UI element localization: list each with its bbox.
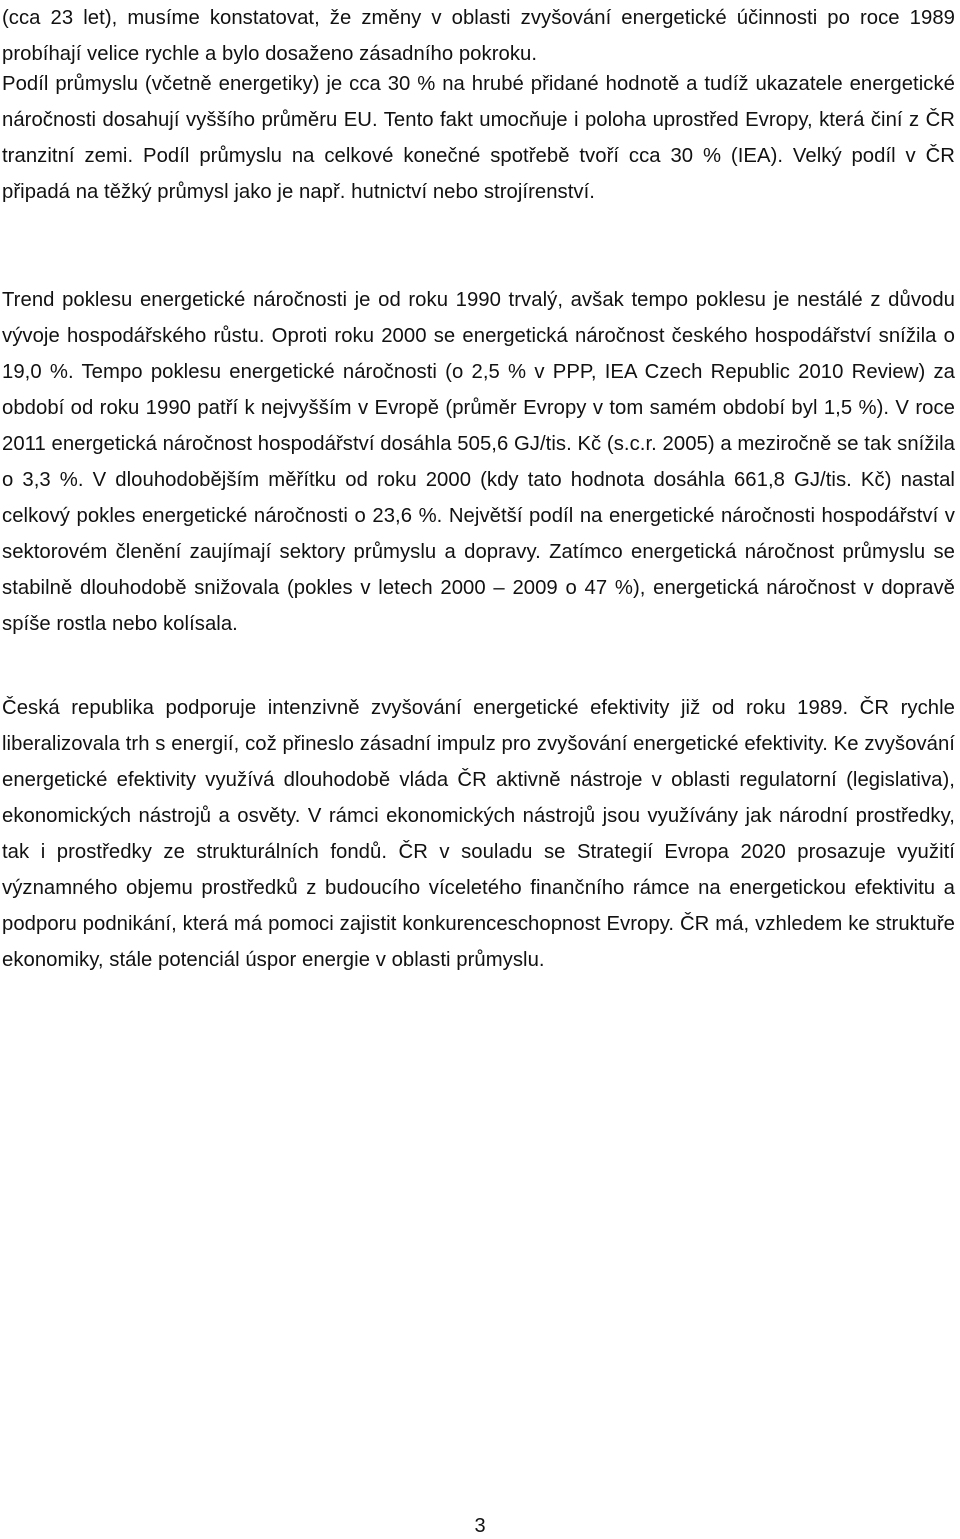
paragraph-industry-share: Podíl průmyslu (včetně energetiky) je cca 30 % na hrubé přidané hodnotě a tudíž ukazatele energetické náročnosti dosahují vyššího průměru EU. Tento fakt umocňuje i poloha uprostřed Evropy, která činí z ČR tranzitní zemi. Podíl průmyslu na celkové konečné spotřebě tvoří cca 30 % (IEA). Velký podíl v ČR připadá na těžký průmysl jako je např. hutnictví nebo strojírenství. <box>2 73 955 203</box>
paragraph-energy-intensity-trend: Trend poklesu energetické náročnosti je od roku 1990 trvalý, avšak tempo poklesu je nestálé z důvodu vývoje hospodářského růstu. Oproti roku 2000 se energetická náročnost českého hospodářství snížila o 19,0 %. Tempo poklesu energetické náročnosti (o 2,5 % v PPP, IEA Czech Republic 2010 Review) za období od roku 1990 patří k nejvyšším v Evropě (průměr Evropy v tom samém období byl 1,5 %). V roce 2011 energetická náročnost hospodářství dosáhla 505,6 GJ/tis. Kč (s.c.r. 2005) a meziročně se tak snížila o 3,3 %. V dlouhodobějším měřítku od roku 2000 (kdy tato hodnota dosáhla 661,8 GJ/tis. Kč) nastal celkový pokles energetické náročnosti o 23,6 %. Největší podíl na energetické náročnosti hospodářství v sektorovém členění zaujímají sektory průmyslu a dopravy. Zatímco energetická náročnost průmyslu se stabilně dlouhodobě snižovala (pokles v letech 2000 – 2009 o 47 %), energetická náročnost v dopravě spíše rostla nebo kolísala. <box>2 289 955 635</box>
page-number: 3 <box>474 1515 486 1537</box>
paragraph-energy-efficiency-support: Česká republika podporuje intenzivně zvyšování energetické efektivity již od roku 1989. ČR rychle liberalizovala trh s energií, což přineslo zásadní impulz pro zvyšování energetické efektivity. Ke zvyšování energetické efektivity využívá dlouhodobě vláda ČR aktivně nástroje v oblasti regulatorní (legislativa), ekonomických nástrojů a osvěty. V rámci ekonomických nástrojů jsou využívány jak národní prostředky, tak i prostředky ze strukturálních fondů. ČR v souladu se Strategií Evropa 2020 prosazuje využití významného objemu prostředků z budoucího víceletého finančního rámce na energetickou efektivitu a podporu podnikání, která má pomoci zajistit konkurenceschopnost Evropy. ČR má, vzhledem ke struktuře ekonomiky, stále potenciál úspor energie v oblasti průmyslu. <box>2 697 955 971</box>
paragraph-intro-continuation: (cca 23 let), musíme konstatovat, že změny v oblasti zvyšování energetické účinnosti po roce 1989 probíhají velice rychle a bylo dosaženo zásadního pokroku. <box>2 7 955 65</box>
